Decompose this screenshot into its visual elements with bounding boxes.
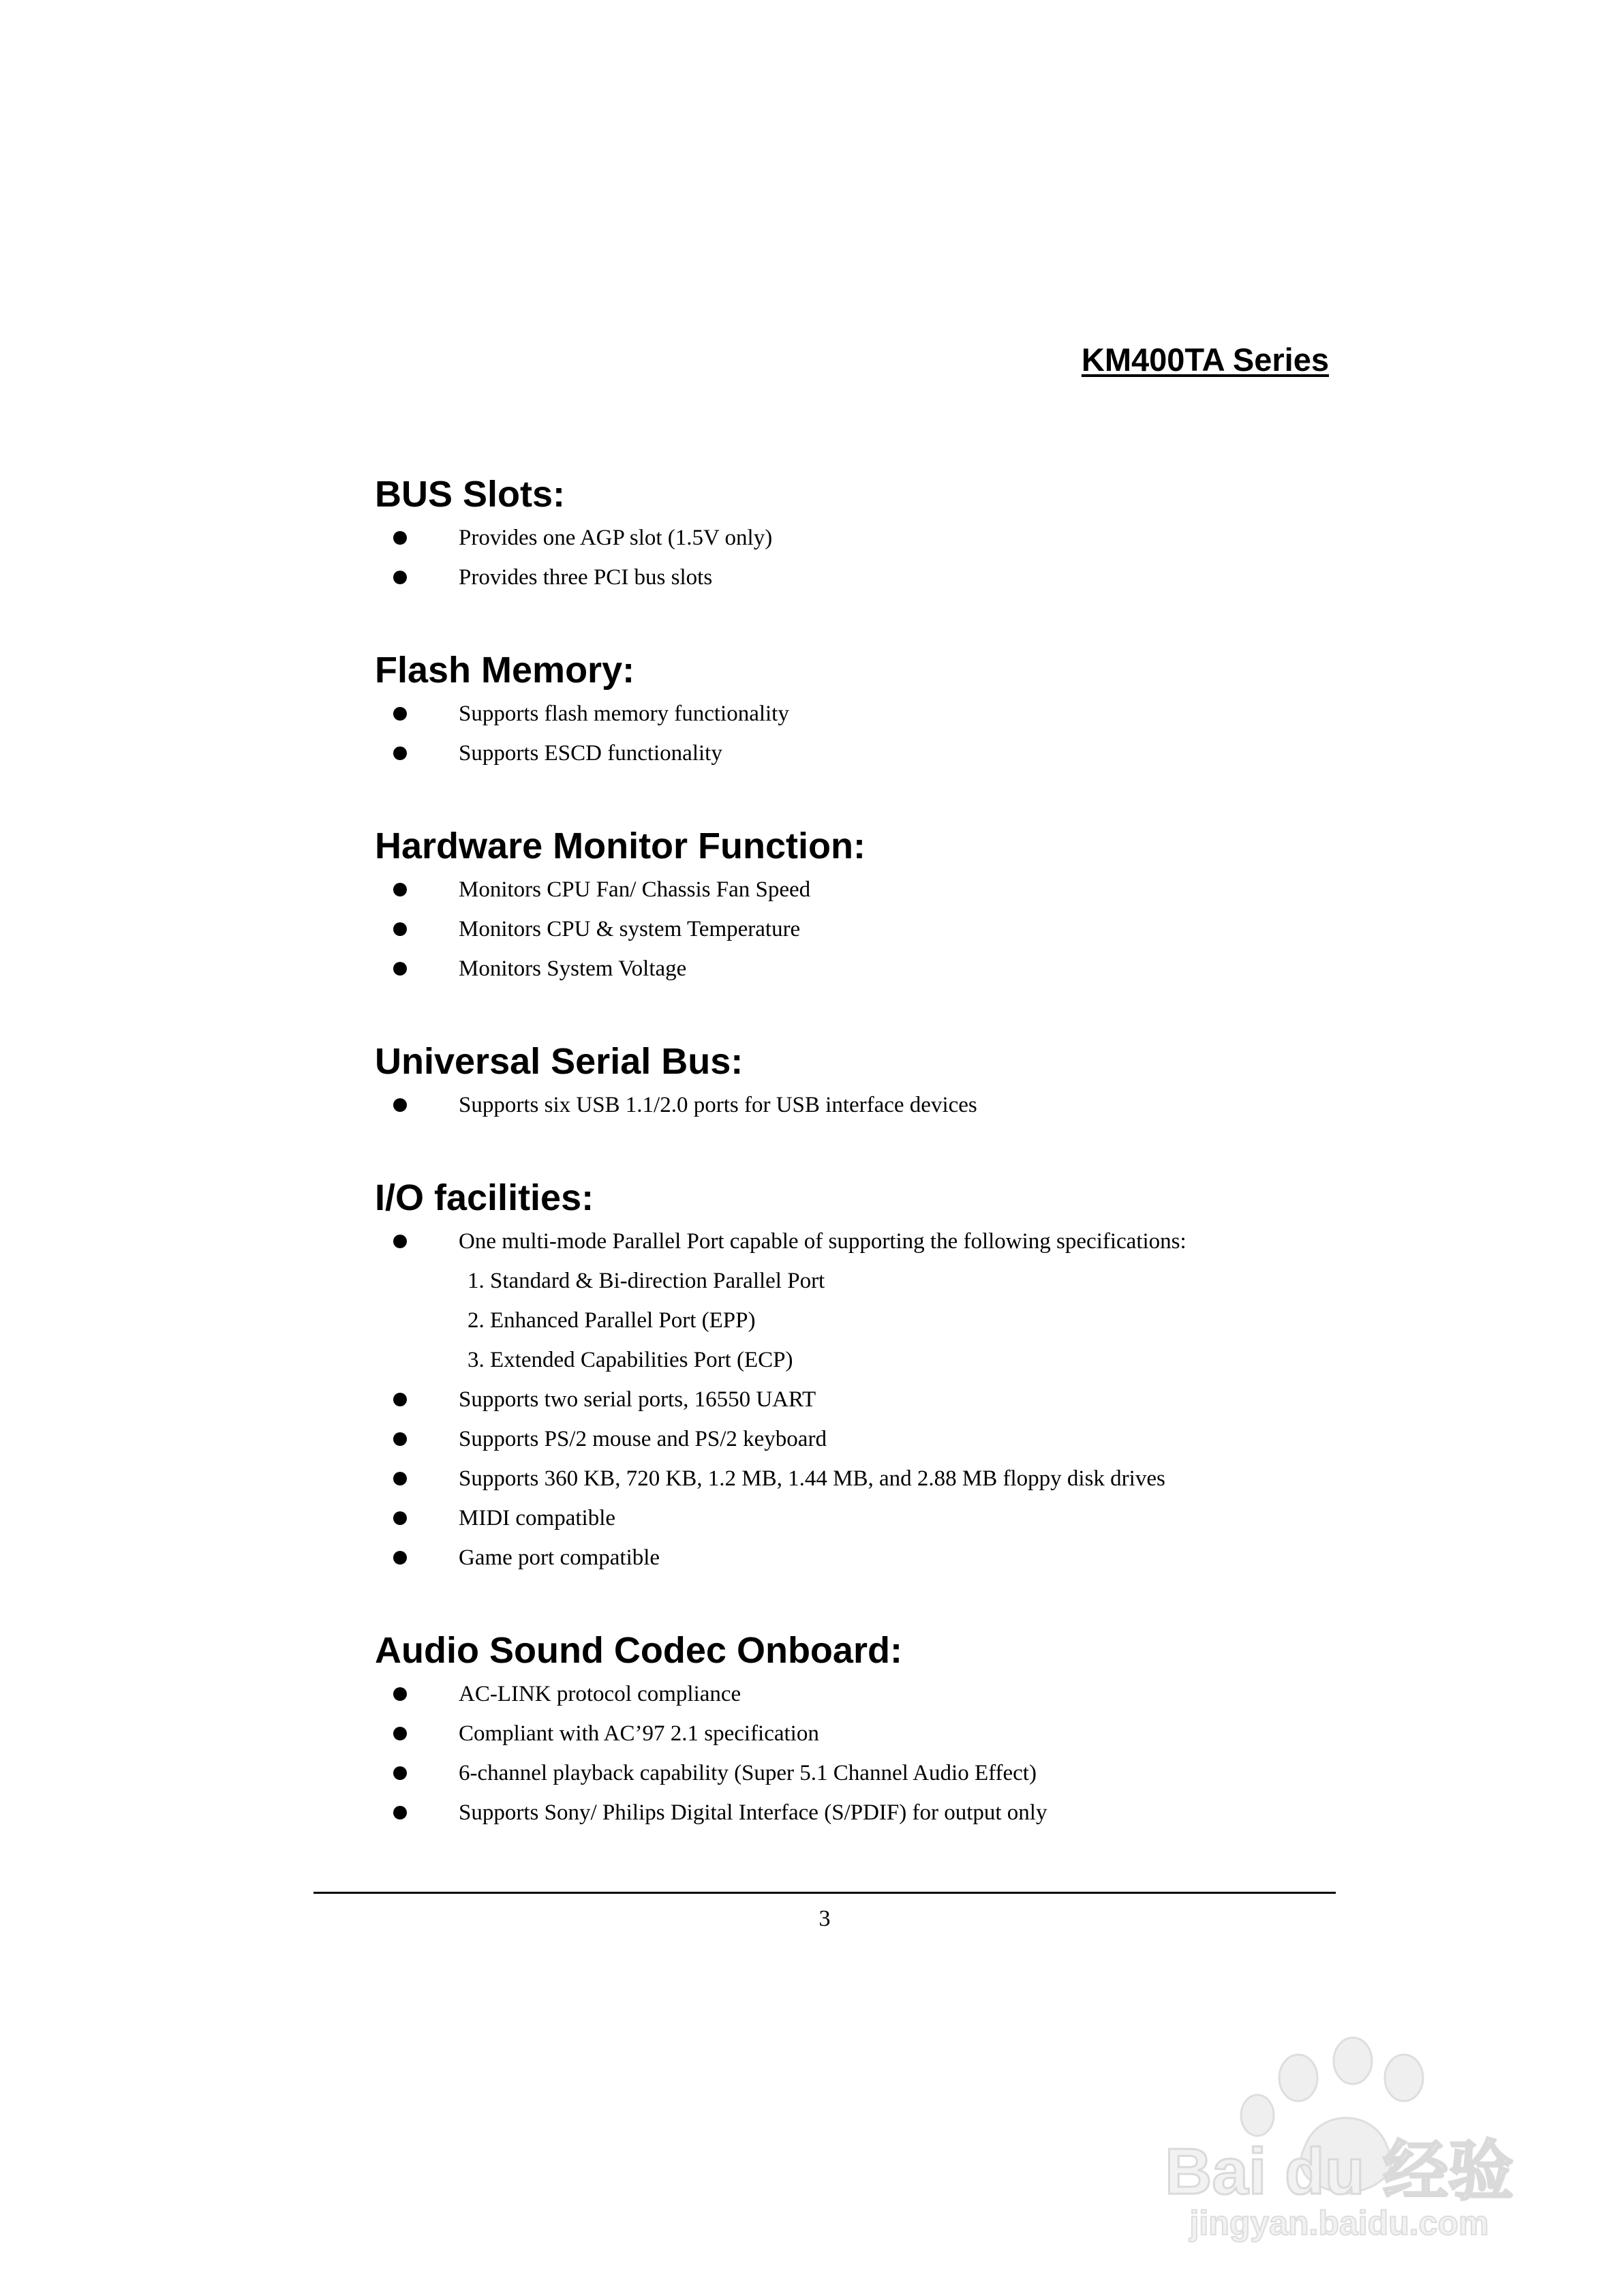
watermark-brand: Bai du 经验 bbox=[1164, 2135, 1514, 2208]
paw-toe-icon bbox=[1279, 2055, 1317, 2101]
paw-toe-icon bbox=[1241, 2095, 1274, 2136]
bullet-icon bbox=[393, 1393, 407, 1406]
bullet-icon bbox=[393, 1766, 407, 1780]
section-heading: Flash Memory: bbox=[375, 650, 635, 691]
list-item bbox=[375, 1753, 1363, 1793]
list-item-text: Compliant with AC’97 2.1 specification bbox=[459, 1721, 819, 1746]
section-heading: Audio Sound Codec Onboard: bbox=[375, 1630, 902, 1671]
bullet-icon bbox=[393, 571, 407, 584]
spec-content bbox=[375, 470, 1363, 1882]
footer-divider bbox=[313, 1892, 1336, 1894]
bullet-icon bbox=[393, 746, 407, 760]
baidu-watermark-logo bbox=[1148, 1989, 1530, 2248]
sub-list-item: 3. Extended Capabilities Port (ECP) bbox=[468, 1348, 793, 1372]
paw-toe-icon bbox=[1385, 2055, 1423, 2101]
watermark-url: jingyan.baidu.com bbox=[1189, 2204, 1489, 2242]
bullet-icon bbox=[393, 1098, 407, 1112]
bullet-icon bbox=[393, 1551, 407, 1565]
bullet-list bbox=[375, 1674, 1363, 1832]
bullet-icon bbox=[393, 1511, 407, 1525]
bullet-icon bbox=[393, 1235, 407, 1248]
bullet-icon bbox=[393, 1727, 407, 1740]
list-item bbox=[375, 734, 1363, 773]
list-item-text: MIDI compatible bbox=[459, 1506, 616, 1530]
bullet-list bbox=[375, 1085, 1363, 1125]
list-item-text: Supports Sony/ Philips Digital Interface (S/PDIF) for output only bbox=[459, 1800, 1047, 1825]
section-hardware-monitor bbox=[375, 822, 1363, 988]
list-item bbox=[375, 518, 1363, 558]
page-number: 3 bbox=[818, 1906, 831, 1931]
list-item bbox=[375, 1380, 1363, 1419]
section-heading: Universal Serial Bus: bbox=[375, 1041, 744, 1082]
list-item-text: 6-channel playback capability (Super 5.1 Channel Audio Effect) bbox=[459, 1761, 1037, 1785]
bullet-icon bbox=[393, 1687, 407, 1701]
series-title: KM400TA Series bbox=[1081, 342, 1329, 378]
list-item-text: One multi-mode Parallel Port capable of supporting the following specifications: bbox=[459, 1229, 1187, 1254]
section-io-facilities bbox=[375, 1174, 1363, 1577]
bullet-icon bbox=[393, 707, 407, 721]
bullet-icon bbox=[393, 962, 407, 976]
list-item bbox=[375, 1498, 1363, 1538]
list-item-text: Monitors CPU & system Temperature bbox=[459, 917, 801, 941]
list-item bbox=[375, 870, 1363, 909]
paw-toe-icon bbox=[1334, 2038, 1372, 2084]
list-item bbox=[375, 1793, 1363, 1832]
list-item bbox=[375, 1085, 1363, 1125]
list-item bbox=[375, 1222, 1363, 1261]
bullet-icon bbox=[393, 1432, 407, 1446]
list-item-text: Supports 360 KB, 720 KB, 1.2 MB, 1.44 MB, and 2.88 MB floppy disk drives bbox=[459, 1466, 1165, 1491]
list-item-text: Supports six USB 1.1/2.0 ports for USB interface devices bbox=[459, 1093, 977, 1117]
bullet-icon bbox=[393, 922, 407, 936]
section-flash-memory bbox=[375, 646, 1363, 773]
section-heading: I/O facilities: bbox=[375, 1177, 594, 1218]
list-item-text: Game port compatible bbox=[459, 1545, 660, 1570]
list-item bbox=[375, 909, 1363, 949]
bullet-list bbox=[375, 1222, 1363, 1577]
list-item bbox=[375, 558, 1363, 597]
bullet-icon bbox=[393, 1806, 407, 1819]
bullet-icon bbox=[393, 883, 407, 896]
list-item-text: Supports flash memory functionality bbox=[459, 701, 789, 726]
sub-list-item: 2. Enhanced Parallel Port (EPP) bbox=[468, 1308, 756, 1333]
list-item bbox=[375, 1419, 1363, 1459]
bullet-list bbox=[375, 694, 1363, 773]
list-item bbox=[375, 1538, 1363, 1577]
bullet-list bbox=[375, 518, 1363, 597]
list-item-text: AC-LINK protocol compliance bbox=[459, 1682, 741, 1706]
bullet-icon bbox=[393, 531, 407, 545]
list-item bbox=[375, 1714, 1363, 1753]
bullet-list bbox=[375, 870, 1363, 988]
section-heading: BUS Slots: bbox=[375, 474, 566, 515]
section-audio bbox=[375, 1627, 1363, 1832]
list-item bbox=[375, 1674, 1363, 1714]
list-item-text: Supports two serial ports, 16550 UART bbox=[459, 1387, 816, 1412]
list-item bbox=[375, 694, 1363, 734]
section-usb bbox=[375, 1038, 1363, 1125]
list-item-text: Provides one AGP slot (1.5V only) bbox=[459, 526, 773, 550]
list-item bbox=[375, 1459, 1363, 1498]
list-item-text: Supports ESCD functionality bbox=[459, 741, 722, 766]
list-item bbox=[375, 949, 1363, 988]
list-item-text: Provides three PCI bus slots bbox=[459, 565, 713, 590]
list-item-text: Supports PS/2 mouse and PS/2 keyboard bbox=[459, 1427, 827, 1451]
section-heading: Hardware Monitor Function: bbox=[375, 826, 866, 866]
list-item-text: Monitors System Voltage bbox=[459, 956, 687, 981]
sub-list-item: 1. Standard & Bi-direction Parallel Port bbox=[468, 1269, 825, 1293]
list-item-text: Monitors CPU Fan/ Chassis Fan Speed bbox=[459, 877, 811, 902]
section-bus-slots bbox=[375, 470, 1363, 597]
bullet-icon bbox=[393, 1472, 407, 1485]
